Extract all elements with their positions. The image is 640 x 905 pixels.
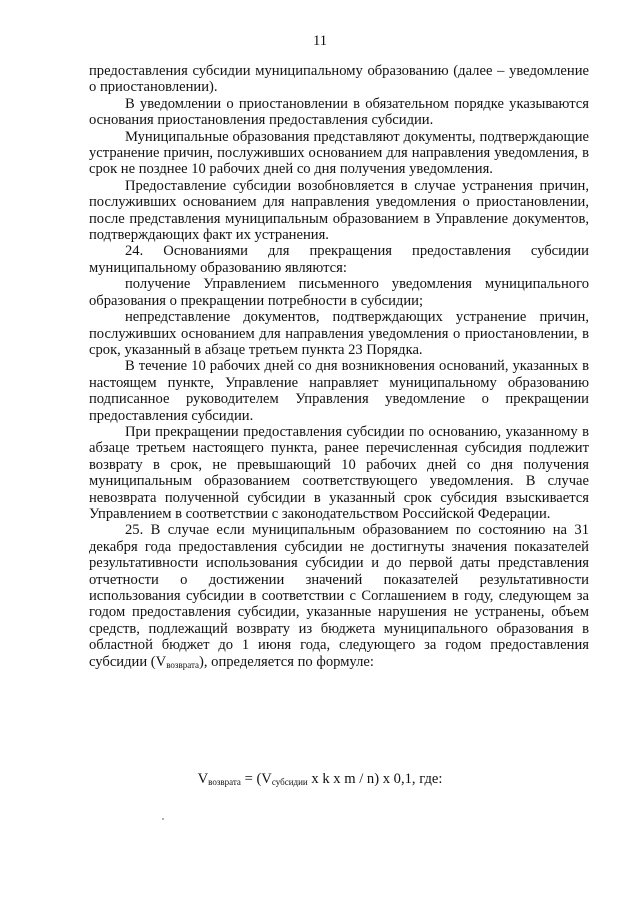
document-body xyxy=(89,63,589,673)
paragraph: В уведомлении о приостановлении в обязательном порядке указываются основания приостановления предоставления субсидии. xyxy=(89,95,589,129)
paragraph: Предоставление субсидии возобновляется в случае устранения причин, послуживших основанием для направления уведомления о приостановлении, после представления муниципальным образованием в Управление документов, подтверждающих факт их устранения. xyxy=(89,177,589,244)
paragraph-text: 25. В случае если муниципальным образованием по состоянию на 31 декабря года предоставления субсидии не достигнуты значения показателей результативности использования субсидии и до первой даты представления отчетности о достижении значений показателей результативности использования субсидии в соответствии с Соглашением в году, следующем за годом предоставления субсидии, указанные нарушения не устранены, объем средств, подлежащий возврату из бюджета муниципального образования в областной бюджет до 1 июня года, следующего за годом предоставления субсидии (V xyxy=(89,522,589,670)
scan-speck xyxy=(162,818,164,820)
paragraph-with-subscript xyxy=(89,522,589,673)
paragraph: Муниципальные образования представляют документы, подтверждающие устранение причин, послуживших основанием для направления уведомления, в срок не позднее 10 рабочих дней со дня получения уведомления. xyxy=(89,128,589,178)
paragraph: непредставление документов, подтверждающих устранение причин, послуживших основанием для направления уведомления о приостановлении, в срок, указанный в абзаце третьем пункта 23 Порядка. xyxy=(89,309,589,358)
paragraph-text: ), определяется по формуле: xyxy=(199,653,374,670)
formula-lhs: V xyxy=(197,771,209,787)
subscript-text: возврата xyxy=(166,659,199,670)
formula-eq: = (V xyxy=(240,771,272,787)
formula-lhs-subscript: возврата xyxy=(208,777,241,787)
paragraph: В течение 10 рабочих дней со дня возникновения оснований, указанных в настоящем пункте, Управление направляет муниципальному образованию подписанное руководителем Управления уведомление о прекращении предоставления субсидии. xyxy=(89,358,589,424)
formula-rest: x k x m / n) x 0,1, где: xyxy=(307,771,443,787)
formula-subscript: субсидии xyxy=(271,777,308,787)
paragraph: При прекращении предоставления субсидии по основанию, указанному в абзаце третьем настоящего пункта, ранее перечисленная субсидия подлежит возврату в срок, не превышающий 10 рабочих дней со дня получения муниципальным образованием соответствующего уведомления. В случае невозврата полученной субсидии в указанный срок субсидия взыскивается Управлением в соответствии с законодательством Российской Федерации. xyxy=(89,423,589,522)
paragraph: получение Управлением письменного уведомления муниципального образования о прекращении потребности в субсидии; xyxy=(89,276,589,309)
formula xyxy=(0,771,640,790)
paragraph: предоставления субсидии муниципальному образованию (далее – уведомление о приостановлении). xyxy=(89,63,589,96)
page-number: 11 xyxy=(312,33,328,49)
paragraph: 24. Основаниями для прекращения предоставления субсидии муниципальному образованию являются: xyxy=(89,243,589,276)
